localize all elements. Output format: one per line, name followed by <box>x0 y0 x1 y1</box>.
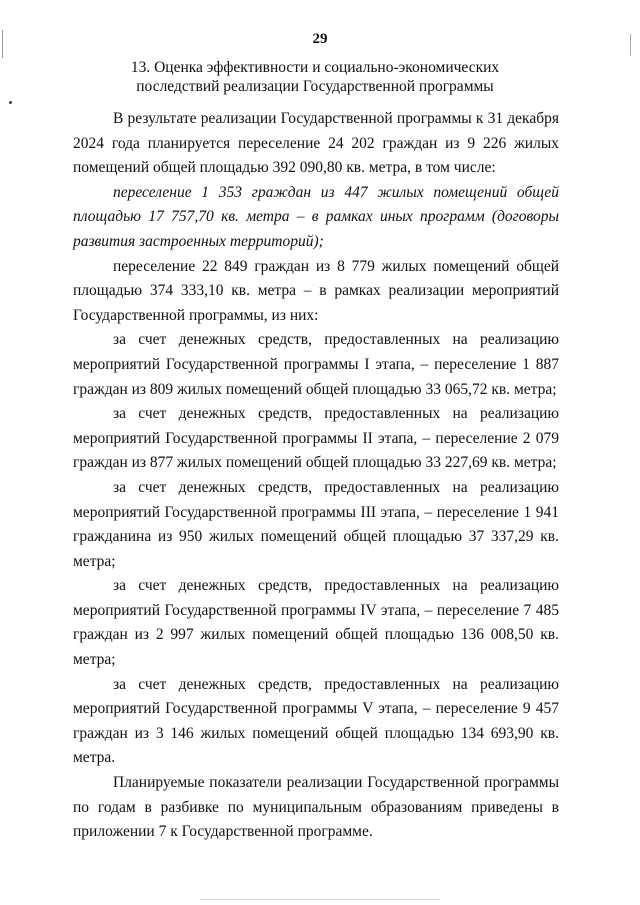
section-heading-line-1: 13. Оценка эффективности и социально-экономических <box>130 59 500 76</box>
paragraph-program-total: переселение 22 849 граждан из 8 779 жилых помещений общей площадью 374 333,10 кв. метра – в рамках реализации мероприятий Государственной программы, из них: <box>73 257 559 324</box>
paragraph-stage-3: за счет денежных средств, предоставленных на реализацию мероприятий Государственной программы III этапа, – переселение 1 941 гражданина из 950 жилых помещений общей площадью 37 337,29 кв. метра; <box>73 478 559 570</box>
paragraph-stage-2: за счет денежных средств, предоставленных на реализацию мероприятий Государственной программы II этапа, – переселение 2 079 граждан из 877 жилых помещений общей площадью 33 227,69 кв. метра; <box>73 405 559 472</box>
paragraph-stage-4: за счет денежных средств, предоставленных на реализацию мероприятий Государственной программы IV этапа, – переселение 7 485 граждан из 2 997 жилых помещений общей площадью 136 008,50 кв. метра; <box>73 577 559 669</box>
page-number: 29 <box>312 31 328 47</box>
scan-bottom-rule <box>200 899 440 900</box>
section-heading-line-2: последствий реализации Государственной программы <box>136 78 494 95</box>
paragraph-other-programs: переселение 1 353 граждан из 447 жилых помещений общей площадью 17 757,70 кв. метра – в рамках иных программ (договоры развития застроенных территорий); <box>73 183 559 250</box>
paragraph-appendix-note: Планируемые показатели реализации Государственной программы по годам в разбивке по муниципальным образованиям приведены в приложении 7 к Государственной программе. <box>73 774 559 841</box>
scan-dot-mark <box>9 101 12 104</box>
body-text <box>73 107 559 845</box>
paragraph-stage-1: за счет денежных средств, предоставленных на реализацию мероприятий Государственной программы I этапа, – переселение 1 887 граждан из 809 жилых помещений общей площадью 33 065,72 кв. метра; <box>73 331 559 398</box>
section-heading <box>100 58 530 96</box>
paragraph-summary: В результате реализации Государственной программы к 31 декабря 2024 года планируется переселение 24 202 граждан из 9 226 жилых помещений общей площадью 392 090,80 кв. метра, в том числе: <box>73 110 559 177</box>
paragraph-stage-5: за счет денежных средств, предоставленных на реализацию мероприятий Государственной программы V этапа, – переселение 9 457 граждан из 3 146 жилых помещений общей площадью 134 693,90 кв. метра. <box>73 675 559 767</box>
